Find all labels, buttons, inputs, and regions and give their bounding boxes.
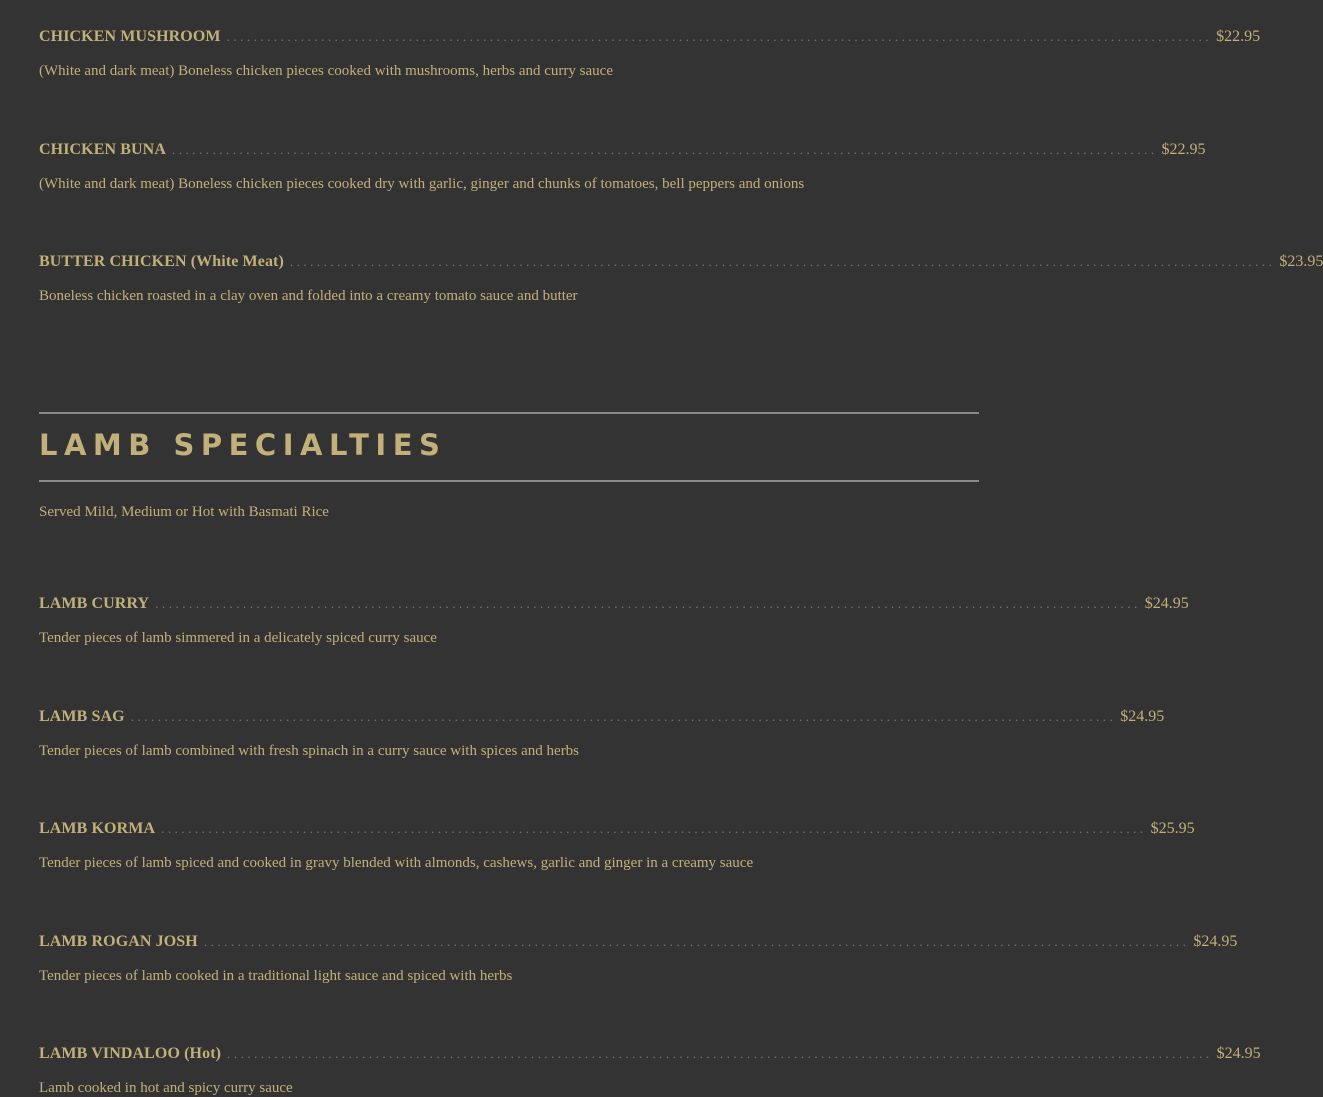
item-name: LAMB SAG bbox=[39, 708, 125, 725]
item-name: BUTTER CHICKEN (White Meat) bbox=[39, 253, 284, 270]
item-description: Tender pieces of lamb cooked in a traditional light sauce and spiced with herbs bbox=[39, 968, 513, 984]
menu-item-lamb-curry bbox=[39, 595, 1189, 647]
item-description: Lamb cooked in hot and spicy curry sauce bbox=[39, 1080, 293, 1096]
item-description: Tender pieces of lamb spiced and cooked in gravy blended with almonds, cashews, garlic and ginger in a creamy sauce bbox=[39, 855, 754, 871]
item-name: LAMB VINDALOO (Hot) bbox=[39, 1045, 222, 1062]
item-price: $22.95 bbox=[1161, 141, 1206, 158]
item-price: $23.95 bbox=[1279, 253, 1323, 270]
item-name: LAMB ROGAN JOSH bbox=[39, 933, 198, 950]
item-price: $24.95 bbox=[1193, 933, 1238, 950]
menu-item-chicken-buna bbox=[39, 141, 1206, 193]
item-price: $25.95 bbox=[1150, 820, 1195, 837]
dot-leader: .................................................................................................................................................. bbox=[172, 142, 1158, 157]
item-price: $24.95 bbox=[1216, 1045, 1261, 1062]
dot-leader: .................................................................................................................................................. bbox=[227, 1046, 1213, 1061]
section-divider-bottom bbox=[39, 480, 979, 482]
item-description: Tender pieces of lamb combined with fresh spinach in a curry sauce with spices and herbs bbox=[39, 743, 580, 759]
item-description: Tender pieces of lamb simmered in a delicately spiced curry sauce bbox=[39, 630, 437, 646]
item-price: $24.95 bbox=[1144, 595, 1189, 612]
menu-item-lamb-vindaloo bbox=[39, 1045, 1261, 1097]
menu-item-lamb-korma bbox=[39, 820, 1195, 872]
dot-leader: .................................................................................................................................................. bbox=[155, 596, 1141, 611]
item-description: Boneless chicken roasted in a clay oven and folded into a creamy tomato sauce and butter bbox=[39, 288, 578, 304]
section-note: Served Mild, Medium or Hot with Basmati Rice bbox=[39, 504, 329, 520]
menu-item-chicken-mushroom bbox=[39, 28, 1261, 80]
dot-leader: .................................................................................................................................................. bbox=[161, 821, 1147, 836]
section-divider-top bbox=[39, 412, 979, 414]
item-name: LAMB KORMA bbox=[39, 820, 156, 837]
dot-leader: .................................................................................................................................................. bbox=[130, 709, 1117, 724]
item-name: CHICKEN MUSHROOM bbox=[39, 28, 221, 45]
menu-item-lamb-rogan-josh bbox=[39, 933, 1238, 985]
item-name: CHICKEN BUNA bbox=[39, 141, 166, 158]
item-price: $22.95 bbox=[1216, 28, 1261, 45]
item-description: (White and dark meat) Boneless chicken pieces cooked with mushrooms, herbs and curry sauce bbox=[39, 63, 613, 79]
item-price: $24.95 bbox=[1120, 708, 1165, 725]
dot-leader: .................................................................................................................................................. bbox=[289, 254, 1276, 269]
item-description: (White and dark meat) Boneless chicken pieces cooked dry with garlic, ginger and chunks of tomatoes, bell peppers and onions bbox=[39, 176, 805, 192]
item-name: LAMB CURRY bbox=[39, 595, 150, 612]
dot-leader: .................................................................................................................................................. bbox=[226, 29, 1213, 44]
section-title: LAMB SPECIALTIES bbox=[39, 428, 447, 462]
dot-leader: .................................................................................................................................................. bbox=[203, 934, 1190, 949]
menu-item-butter-chicken bbox=[39, 253, 1323, 305]
menu-item-lamb-sag bbox=[39, 708, 1165, 760]
